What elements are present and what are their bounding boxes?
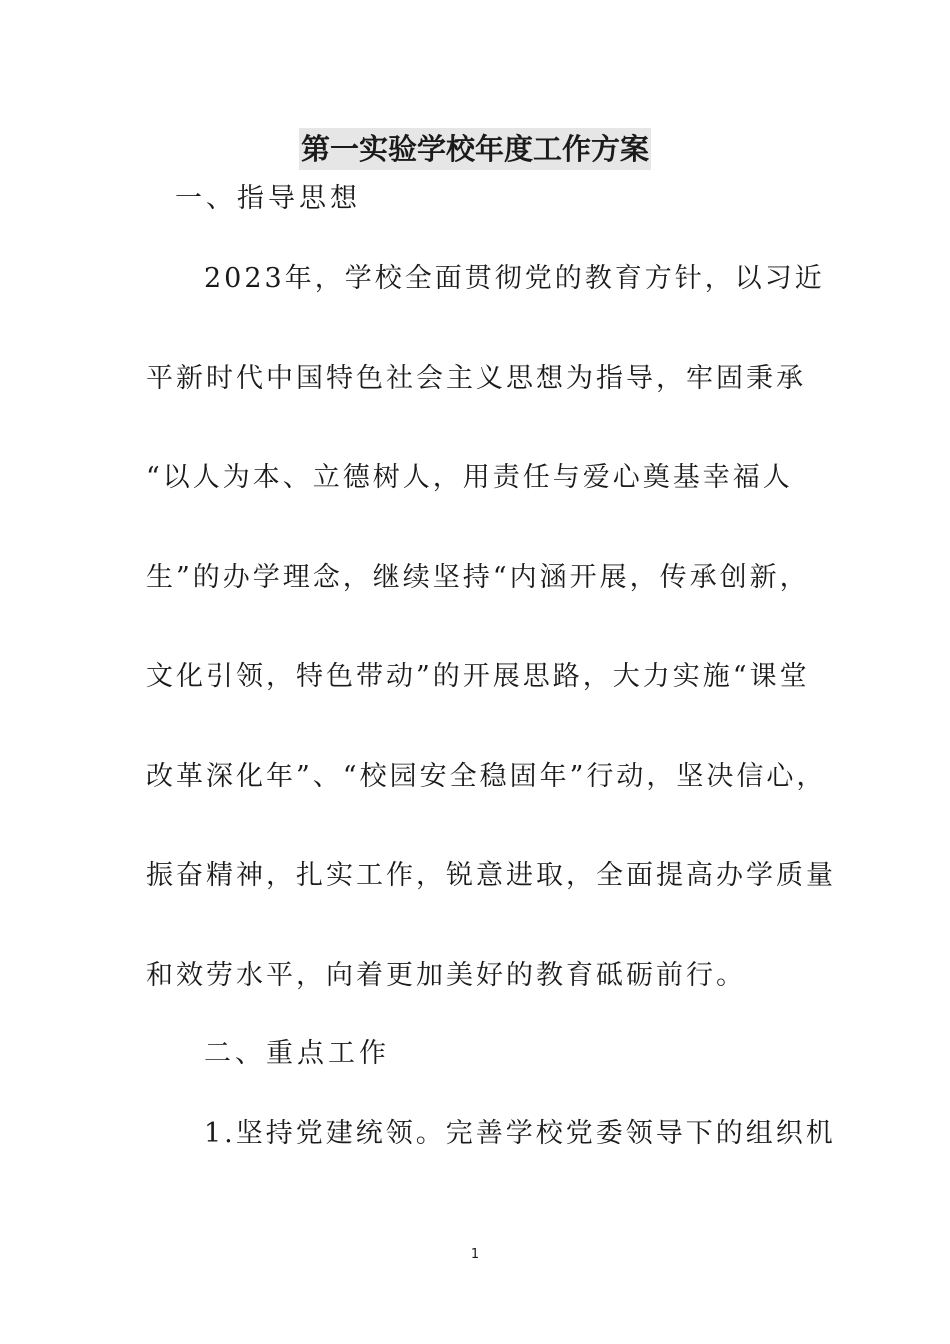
paragraph-line: 平新时代中国特色社会主义思想为指导，牢固秉承 (146, 363, 806, 394)
paragraph-line: 振奋精神，扎实工作，锐意进取，全面提高办学质量 (146, 860, 836, 891)
document-title: 第一实验学校年度工作方案 (299, 128, 651, 170)
section-heading-key-work: 二、重点工作 (204, 1038, 390, 1069)
paragraph-line: 2023年，学校全面贯彻党的教育方针，以习近 (204, 263, 825, 294)
paragraph-line: 生”的办学理念，继续坚持“内涵开展，传承创新， (146, 562, 810, 593)
title-container (0, 128, 950, 170)
paragraph-line: 改革深化年”、“校园安全稳固年”行动，坚决信心， (146, 761, 827, 792)
paragraph-line: “以人为本、立德树人，用责任与爱心奠基幸福人 (146, 462, 793, 493)
list-item-line: 1.坚持党建统领。完善学校党委领导下的组织机 (204, 1118, 836, 1149)
paragraph-line: 文化引领，特色带动”的开展思路，大力实施“课堂 (146, 661, 810, 692)
paragraph-line: 和效劳水平，向着更加美好的教育砥砺前行。 (146, 960, 746, 991)
page-number: 1 (470, 1247, 480, 1262)
section-heading-guiding-ideology: 一、指导思想 (175, 183, 361, 214)
